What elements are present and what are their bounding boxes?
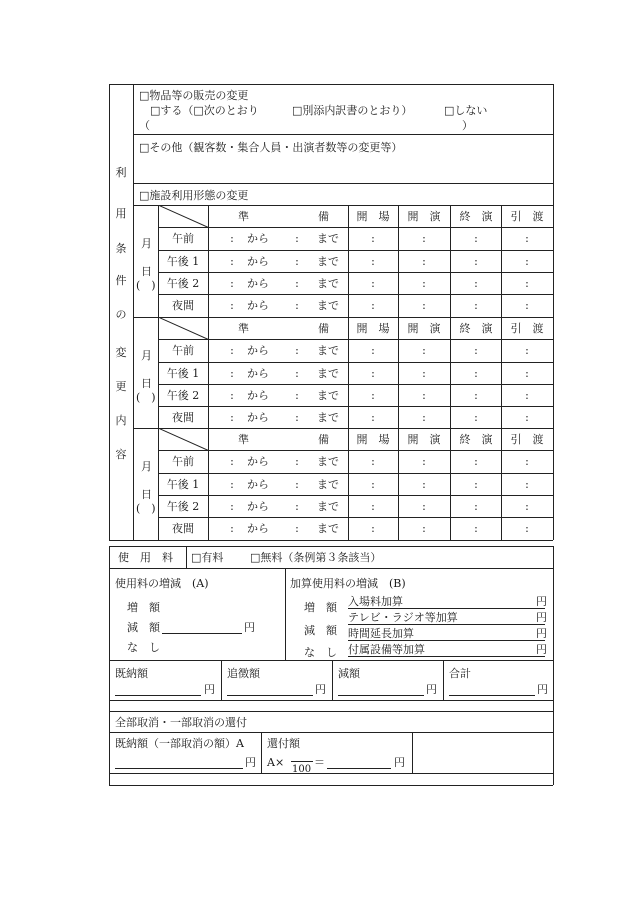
- period-label: 午後 2: [166, 277, 200, 290]
- time-cell[interactable]: から: [247, 522, 269, 535]
- time-cell[interactable]: :: [230, 478, 234, 491]
- reduction-label: 減額: [338, 667, 360, 680]
- cancel-paid-yen: 円: [245, 756, 256, 769]
- equipment-surcharge: 付属設備等加算: [348, 643, 425, 656]
- time-cell[interactable]: :: [371, 455, 375, 468]
- time-cell[interactable]: :: [230, 389, 234, 402]
- time-cell[interactable]: :: [474, 344, 478, 357]
- time-cell[interactable]: から: [247, 255, 269, 268]
- time-cell[interactable]: から: [247, 500, 269, 513]
- time-cell[interactable]: :: [371, 367, 375, 380]
- time-cell[interactable]: :: [295, 500, 299, 513]
- schedule-header: 引 渡: [510, 210, 544, 223]
- section-label-char: 変: [115, 346, 127, 359]
- time-cell[interactable]: :: [474, 367, 478, 380]
- cancel-refund-title: 全部取消・一部取消の還付: [115, 716, 247, 729]
- refund-formula-prefix: A×: [267, 756, 285, 769]
- fee-change-b-increase[interactable]: 増 額: [304, 601, 337, 614]
- time-cell[interactable]: :: [525, 344, 529, 357]
- period-label: 午後 2: [166, 389, 200, 402]
- time-cell[interactable]: まで: [317, 232, 339, 245]
- section-label-char: 容: [115, 448, 127, 461]
- time-cell[interactable]: :: [371, 411, 375, 424]
- time-cell[interactable]: :: [230, 255, 234, 268]
- time-cell[interactable]: まで: [317, 344, 339, 357]
- equipment-surcharge-yen: 円: [536, 643, 547, 656]
- time-cell[interactable]: :: [422, 344, 426, 357]
- month-label: 月: [141, 237, 152, 250]
- time-cell[interactable]: :: [371, 277, 375, 290]
- schedule-header: 開 演: [407, 433, 441, 446]
- time-cell[interactable]: :: [474, 500, 478, 513]
- time-cell[interactable]: :: [474, 522, 478, 535]
- schedule-header: 備: [318, 433, 329, 446]
- time-cell[interactable]: :: [230, 344, 234, 357]
- time-cell[interactable]: :: [525, 500, 529, 513]
- period-label: 午前: [172, 455, 194, 468]
- schedule-header: 備: [318, 210, 329, 223]
- fee-change-b-none[interactable]: な し: [304, 646, 337, 659]
- time-cell[interactable]: から: [247, 389, 269, 402]
- period-label: 午後 1: [166, 255, 200, 268]
- time-cell[interactable]: まで: [317, 455, 339, 468]
- time-cell[interactable]: :: [371, 478, 375, 491]
- time-cell[interactable]: まで: [317, 478, 339, 491]
- schedule-header: 終 演: [459, 433, 493, 446]
- time-cell[interactable]: :: [422, 522, 426, 535]
- schedule-header: 開 演: [407, 210, 441, 223]
- month-label: 月: [141, 460, 152, 473]
- time-cell[interactable]: から: [247, 411, 269, 424]
- time-cell[interactable]: から: [247, 299, 269, 312]
- refund-fraction-denominator: 100: [292, 764, 312, 775]
- header-diagonal: [158, 317, 208, 339]
- period-label: 午後 1: [166, 367, 200, 380]
- schedule-header: 準: [238, 210, 249, 223]
- goods-paren-close: ）: [462, 119, 473, 132]
- admission-surcharge-yen: 円: [536, 595, 547, 608]
- time-cell[interactable]: :: [422, 500, 426, 513]
- goods-option-attached[interactable]: □別添内訳書のとおり）: [292, 104, 413, 117]
- time-cell[interactable]: :: [525, 455, 529, 468]
- schedule-header: 準: [238, 322, 249, 335]
- schedule-header: 開 演: [407, 322, 441, 335]
- schedule-header: 終 演: [459, 210, 493, 223]
- section-label-char: 条: [115, 242, 127, 255]
- period-label: 午前: [172, 344, 194, 357]
- time-cell[interactable]: :: [474, 478, 478, 491]
- time-cell[interactable]: :: [295, 522, 299, 535]
- time-cell[interactable]: :: [474, 455, 478, 468]
- time-cell[interactable]: まで: [317, 411, 339, 424]
- time-cell[interactable]: :: [295, 232, 299, 245]
- refund-formula-equals: ＝: [314, 756, 325, 769]
- time-cell[interactable]: まで: [317, 389, 339, 402]
- section-label-char: 利: [115, 166, 127, 179]
- day-label: 日: [141, 488, 152, 501]
- fee-change-a-increase[interactable]: 増 額: [127, 601, 160, 614]
- time-cell[interactable]: まで: [317, 500, 339, 513]
- section-label-char: 件: [115, 274, 127, 287]
- time-cell[interactable]: :: [295, 455, 299, 468]
- period-label: 夜間: [172, 522, 194, 535]
- period-label: 夜間: [172, 299, 194, 312]
- day-label: 日: [141, 377, 152, 390]
- period-label: 午前: [172, 232, 194, 245]
- time-cell[interactable]: :: [371, 255, 375, 268]
- time-cell[interactable]: から: [247, 277, 269, 290]
- time-cell[interactable]: :: [230, 411, 234, 424]
- time-cell[interactable]: :: [525, 232, 529, 245]
- time-cell[interactable]: :: [230, 455, 234, 468]
- time-cell[interactable]: から: [247, 367, 269, 380]
- time-cell[interactable]: :: [371, 299, 375, 312]
- time-cell[interactable]: から: [247, 478, 269, 491]
- time-cell[interactable]: :: [371, 522, 375, 535]
- time-cell[interactable]: :: [295, 389, 299, 402]
- time-cell[interactable]: :: [525, 299, 529, 312]
- admission-surcharge: 入場料加算: [348, 595, 403, 608]
- schedule-header: 開 場: [356, 322, 390, 335]
- facility-heading[interactable]: □施設利用形態の変更: [139, 189, 249, 202]
- time-cell[interactable]: :: [295, 299, 299, 312]
- time-cell[interactable]: :: [230, 299, 234, 312]
- weekday-paren: ( ): [136, 391, 156, 404]
- time-cell[interactable]: まで: [317, 255, 339, 268]
- schedule-header: 引 渡: [510, 322, 544, 335]
- weekday-paren: ( ): [136, 502, 156, 515]
- fee-change-a-yen: 円: [244, 621, 255, 634]
- time-cell[interactable]: :: [525, 367, 529, 380]
- time-cell[interactable]: :: [474, 411, 478, 424]
- time-cell[interactable]: :: [295, 367, 299, 380]
- time-cell[interactable]: :: [230, 367, 234, 380]
- time-cell[interactable]: まで: [317, 367, 339, 380]
- already-paid-label: 既納額: [115, 667, 148, 680]
- section-label-char: 内: [115, 414, 127, 427]
- schedule-header: 準: [238, 433, 249, 446]
- already-paid-yen: 円: [204, 683, 215, 696]
- period-label: 午後 1: [166, 478, 200, 491]
- fee-change-a-decrease-line: [162, 633, 242, 634]
- time-cell[interactable]: から: [247, 232, 269, 245]
- time-extension-surcharge: 時間延長加算: [348, 627, 414, 640]
- time-cell[interactable]: :: [525, 277, 529, 290]
- schedule-header: 開 場: [356, 210, 390, 223]
- total-label: 合計: [449, 667, 471, 680]
- section-label-char: 更: [115, 380, 127, 393]
- time-cell[interactable]: :: [295, 277, 299, 290]
- header-diagonal: [158, 428, 208, 450]
- time-cell[interactable]: :: [295, 344, 299, 357]
- month-label: 月: [141, 349, 152, 362]
- time-cell[interactable]: :: [295, 478, 299, 491]
- time-extension-surcharge-yen: 円: [536, 627, 547, 640]
- fee-change-b-decrease[interactable]: 減 額: [304, 624, 337, 637]
- time-cell[interactable]: :: [422, 389, 426, 402]
- time-cell[interactable]: から: [247, 344, 269, 357]
- fee-change-a-decrease[interactable]: 減 額: [127, 621, 160, 634]
- schedule-header: 開 場: [356, 433, 390, 446]
- schedule-header: 引 渡: [510, 433, 544, 446]
- tv-radio-surcharge: テレビ・ラジオ等加算: [348, 611, 458, 624]
- refund-fraction-bar: [291, 761, 313, 762]
- reduction-yen: 円: [426, 683, 437, 696]
- weekday-paren: ( ): [136, 279, 156, 292]
- time-cell[interactable]: :: [371, 389, 375, 402]
- additional-charge-yen: 円: [315, 683, 326, 696]
- time-cell[interactable]: :: [474, 389, 478, 402]
- time-cell[interactable]: :: [525, 389, 529, 402]
- period-label: 夜間: [172, 411, 194, 424]
- time-cell[interactable]: :: [422, 255, 426, 268]
- total-yen: 円: [537, 683, 548, 696]
- section-label-char: の: [115, 308, 127, 321]
- tv-radio-surcharge-yen: 円: [536, 611, 547, 624]
- time-cell[interactable]: :: [422, 299, 426, 312]
- time-cell[interactable]: :: [474, 299, 478, 312]
- section-label-char: 用: [115, 207, 127, 220]
- refund-yen: 円: [394, 756, 405, 769]
- time-cell[interactable]: :: [525, 255, 529, 268]
- time-cell[interactable]: :: [422, 232, 426, 245]
- schedule-header: 備: [318, 322, 329, 335]
- day-label: 日: [141, 265, 152, 278]
- header-diagonal: [158, 205, 208, 227]
- other-heading[interactable]: □その他（観客数・集合人員・出演者数等の変更等）: [139, 141, 403, 154]
- time-cell[interactable]: :: [371, 344, 375, 357]
- time-cell[interactable]: :: [295, 411, 299, 424]
- goods-heading[interactable]: □物品等の販売の変更: [139, 89, 249, 102]
- time-cell[interactable]: :: [525, 411, 529, 424]
- time-cell[interactable]: :: [525, 478, 529, 491]
- cancel-paid-label: 既納額（一部取消の額）A: [115, 737, 244, 750]
- time-cell[interactable]: :: [422, 455, 426, 468]
- time-cell[interactable]: まで: [317, 522, 339, 535]
- refund-label: 還付額: [267, 737, 300, 750]
- time-cell[interactable]: :: [230, 522, 234, 535]
- fee-option-paid[interactable]: □有料: [191, 551, 224, 564]
- time-cell[interactable]: から: [247, 455, 269, 468]
- time-cell[interactable]: :: [525, 522, 529, 535]
- time-cell[interactable]: :: [371, 232, 375, 245]
- time-cell[interactable]: :: [230, 277, 234, 290]
- goods-paren-open: （: [139, 119, 150, 132]
- time-cell[interactable]: :: [422, 411, 426, 424]
- time-cell[interactable]: :: [230, 500, 234, 513]
- fee-change-a-title: 使用料の増減 (A): [115, 577, 209, 590]
- time-cell[interactable]: まで: [317, 277, 339, 290]
- additional-charge-label: 追徴額: [227, 667, 260, 680]
- time-cell[interactable]: :: [422, 478, 426, 491]
- schedule-header: 終 演: [459, 322, 493, 335]
- time-cell[interactable]: :: [230, 232, 234, 245]
- goods-option-do[interactable]: □する（□次のとおり: [150, 104, 259, 117]
- time-cell[interactable]: :: [422, 277, 426, 290]
- time-cell[interactable]: :: [474, 277, 478, 290]
- fee-change-b-title: 加算使用料の増減 (B): [290, 577, 406, 590]
- goods-option-none[interactable]: □しない: [444, 104, 488, 117]
- time-cell[interactable]: まで: [317, 299, 339, 312]
- fee-label: 使 用 料: [118, 551, 173, 564]
- time-cell[interactable]: :: [474, 232, 478, 245]
- fee-change-a-none[interactable]: な し: [127, 641, 160, 654]
- time-cell[interactable]: :: [295, 255, 299, 268]
- time-cell[interactable]: :: [371, 500, 375, 513]
- fee-option-free[interactable]: □無料（条例第３条該当）: [250, 551, 382, 564]
- time-cell[interactable]: :: [474, 255, 478, 268]
- period-label: 午後 2: [166, 500, 200, 513]
- time-cell[interactable]: :: [422, 367, 426, 380]
